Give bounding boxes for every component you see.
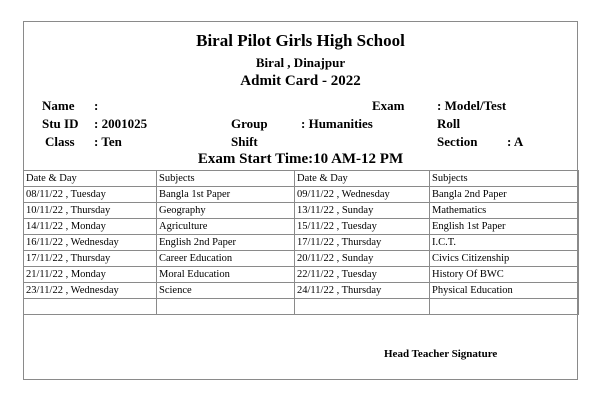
section-value: : A [507,134,524,149]
class-label: Class [45,134,75,149]
subject-cell: Career Education [157,251,295,267]
subject-cell [430,299,579,315]
subject-cell: Geography [157,203,295,219]
subject-cell: Agriculture [157,219,295,235]
shift-label: Shift [231,134,258,149]
exam-value: : Model/Test [437,98,507,113]
subject-cell: Bangla 2nd Paper [430,187,579,203]
date-day-cell: 23/11/22 , Wednesday [24,283,157,299]
class-value: : Ten [94,134,122,149]
subject-cell: Moral Education [157,267,295,283]
date-day-cell: 17/11/22 , Thursday [24,251,157,267]
student-id-value: : 2001025 [94,116,148,131]
subject-cell: English 2nd Paper [157,235,295,251]
school-location: Biral , Dinajpur [255,55,346,70]
table-header-row [24,171,579,187]
admit-card-title: Admit Card - 2022 [240,73,361,89]
date-day-cell: 13/11/22 , Sunday [295,203,430,219]
date-day-cell [295,299,430,315]
table-row [24,267,579,283]
date-day-cell [24,299,157,315]
date-day-cell: 14/11/22 , Monday [24,219,157,235]
head-teacher-signature-label: Head Teacher Signature [384,348,498,360]
group-value: : Humanities [301,116,373,131]
table-row [24,203,579,219]
date-day-cell: 20/11/22 , Sunday [295,251,430,267]
date-day-cell: 08/11/22 , Tuesday [24,187,157,203]
table-row [24,283,579,299]
date-day-cell: 22/11/22 , Tuesday [295,267,430,283]
subject-cell: Physical Education [430,283,579,299]
date-day-cell: 24/11/22 , Thursday [295,283,430,299]
subject-cell: Science [157,283,295,299]
subject-cell: Bangla 1st Paper [157,187,295,203]
date-day-cell: 09/11/22 , Wednesday [295,187,430,203]
column-header: Subjects [157,171,295,187]
name-label: Name [42,98,75,113]
name-value: : [94,98,99,113]
subject-cell: History Of BWC [430,267,579,283]
subject-cell: Mathematics [430,203,579,219]
subject-cell: Civics Citizenship [430,251,579,267]
exam-schedule-table [23,170,579,315]
table-row [24,187,579,203]
date-day-cell: 21/11/22 , Monday [24,267,157,283]
admit-card [23,21,578,380]
date-day-cell: 15/11/22 , Tuesday [295,219,430,235]
date-day-cell: 17/11/22 , Thursday [295,235,430,251]
student-id-label: Stu ID [42,116,79,131]
section-label: Section [437,134,478,149]
exam-start-time: Exam Start Time:10 AM-12 PM [197,151,404,167]
table-row-empty [24,299,579,315]
group-label: Group [231,116,268,131]
date-day-cell: 10/11/22 , Thursday [24,203,157,219]
table-row [24,235,579,251]
table-row [24,219,579,235]
subject-cell [157,299,295,315]
column-header: Date & Day [295,171,430,187]
exam-label: Exam [372,98,405,113]
date-day-cell: 16/11/22 , Wednesday [24,235,157,251]
subject-cell: English 1st Paper [430,219,579,235]
column-header: Date & Day [24,171,157,187]
column-header: Subjects [430,171,579,187]
subject-cell: I.C.T. [430,235,579,251]
school-name: Biral Pilot Girls High School [196,31,405,50]
roll-label: Roll [437,116,461,131]
table-row [24,251,579,267]
